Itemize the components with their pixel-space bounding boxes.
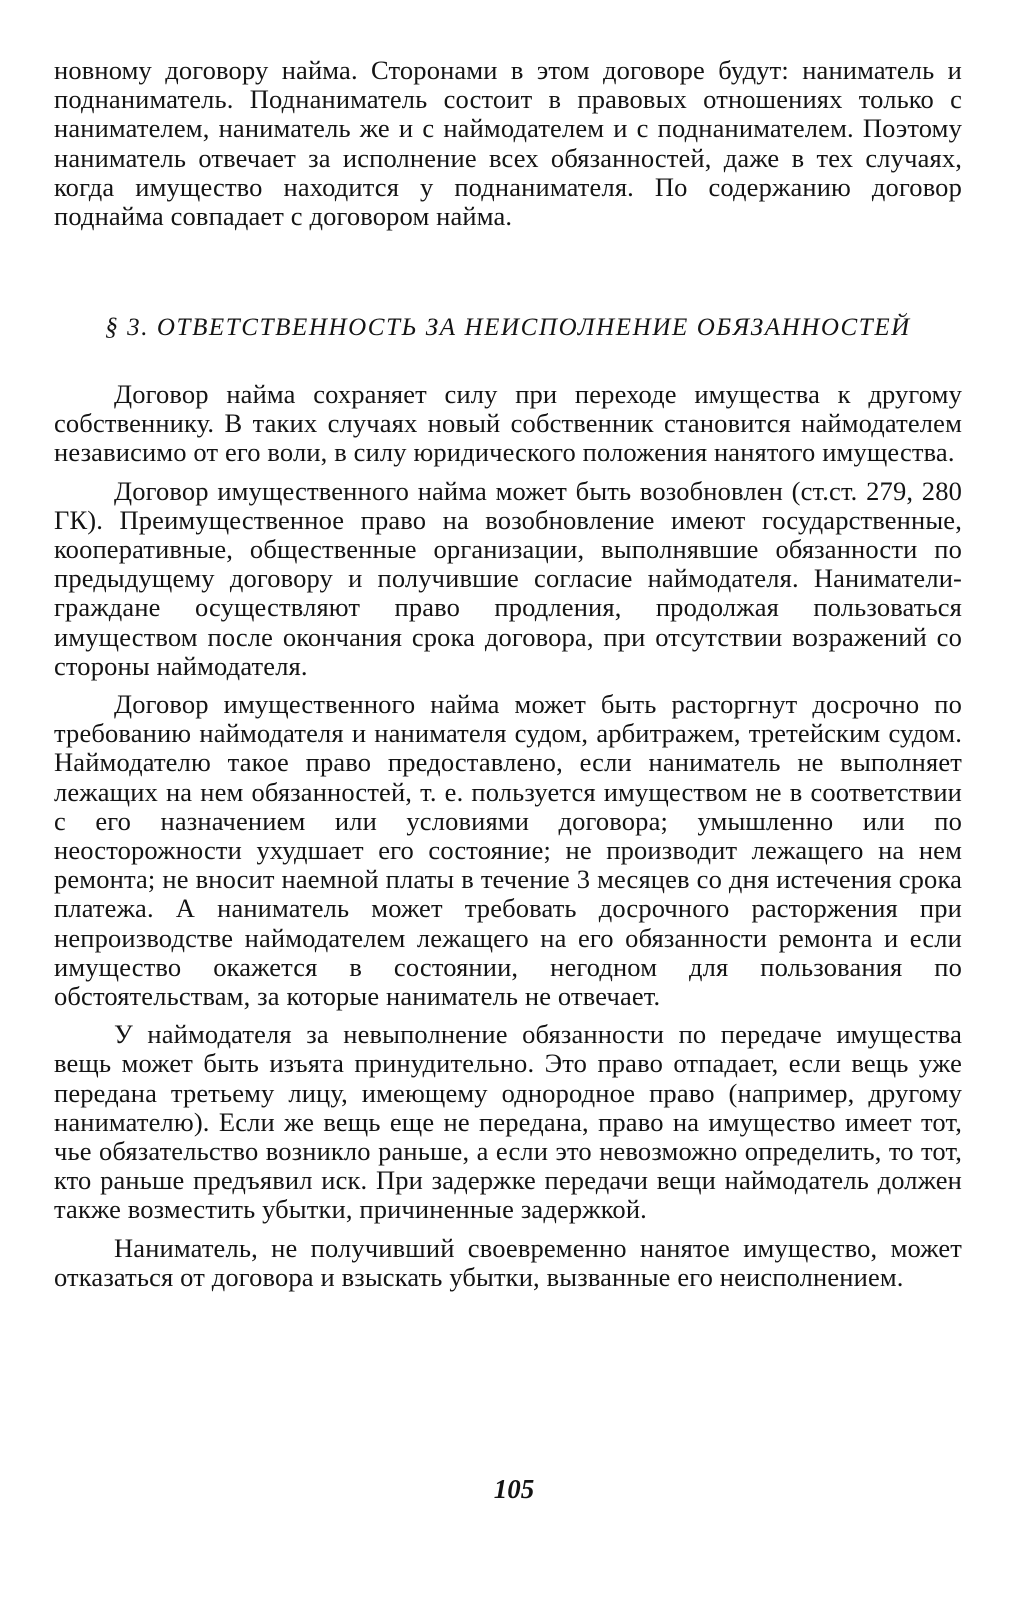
body-paragraph-3: Договор имущественного найма может быть расторгнут досрочно по требованию наймодателя и нанимателя судом, арбитражем, третейским судом. Наймодателю такое право предоставлено, если наниматель не выполняет лежащих на нем обязанностей, т. е. пользуется имуществом не в соответствии с его назначением или условиями договора; умышленно или по неосторожности ухудшает его состояние; не производит лежащего на нем ремонта; не вносит наемной платы в течение 3 месяцев со дня истечения срока платежа. А наниматель может требовать досрочного расторжения при непроизводстве наймодателем лежащего на его обязанности ремонта и если имущество окажется в состоянии, негодном для пользования по обстоятельствам, за которые наниматель не отвечает. (54, 689, 962, 1012)
body-paragraph-5: Наниматель, не получивший своевременно нанятое имущество, может отказаться от договора и взыскать убытки, вызванные его неисполнением. (54, 1232, 962, 1292)
intro-paragraph: новному договору найма. Сторонами в этом договоре будут: наниматель и поднаниматель. Поднаниматель состоит в правовых отношениях только с нанимателем, наниматель же и с наймодателем и с поднанимателем. Поэтому наниматель отвечает за исполнение всех обязанностей, даже в тех случаях, когда имущество находится у поднанимателя. По содержанию договор поднайма совпадает с договором найма. (54, 55, 962, 232)
section-body (54, 380, 962, 1292)
section-heading: § 3. ОТВЕТСТВЕННОСТЬ ЗА НЕИСПОЛНЕНИЕ ОБЯЗАННОСТЕЙ (105, 314, 911, 341)
body-paragraph-1: Договор найма сохраняет силу при переходе имущества к другому собственнику. В таких случаях новый собственник становится наймодателем независимо от его воли, в силу юридического положения нанятого имущества. (54, 379, 962, 468)
intro-text-block (54, 56, 962, 231)
page-number: 105 (493, 1474, 535, 1504)
body-paragraph-2: Договор имущественного найма может быть возобновлен (ст.ст. 279, 280 ГК). Преимущественное право на возобновление имеют государственные, кооперативные, общественные организации, выполнявшие обязанности по предыдущему договору и получившие согласие наймодателя. Наниматели-граждане осуществляют право продления, продолжая пользоваться имуществом после окончания срока договора, при отсутствии возражений со стороны наймодателя. (54, 475, 962, 681)
body-paragraph-4: У наймодателя за невыполнение обязанности по передаче имущества вещь может быть изъята принудительно. Это право отпадает, если вещь уже передана третьему лицу, имеющему однородное право (например, другому нанимателю). Если же вещь еще не передана, право на имущество имеет тот, чье обязательство возникло раньше, а если это невозможно определить, то тот, кто раньше предъявил иск. При задержке передачи вещи наймодатель должен также возместить убытки, причиненные задержкой. (54, 1019, 962, 1225)
